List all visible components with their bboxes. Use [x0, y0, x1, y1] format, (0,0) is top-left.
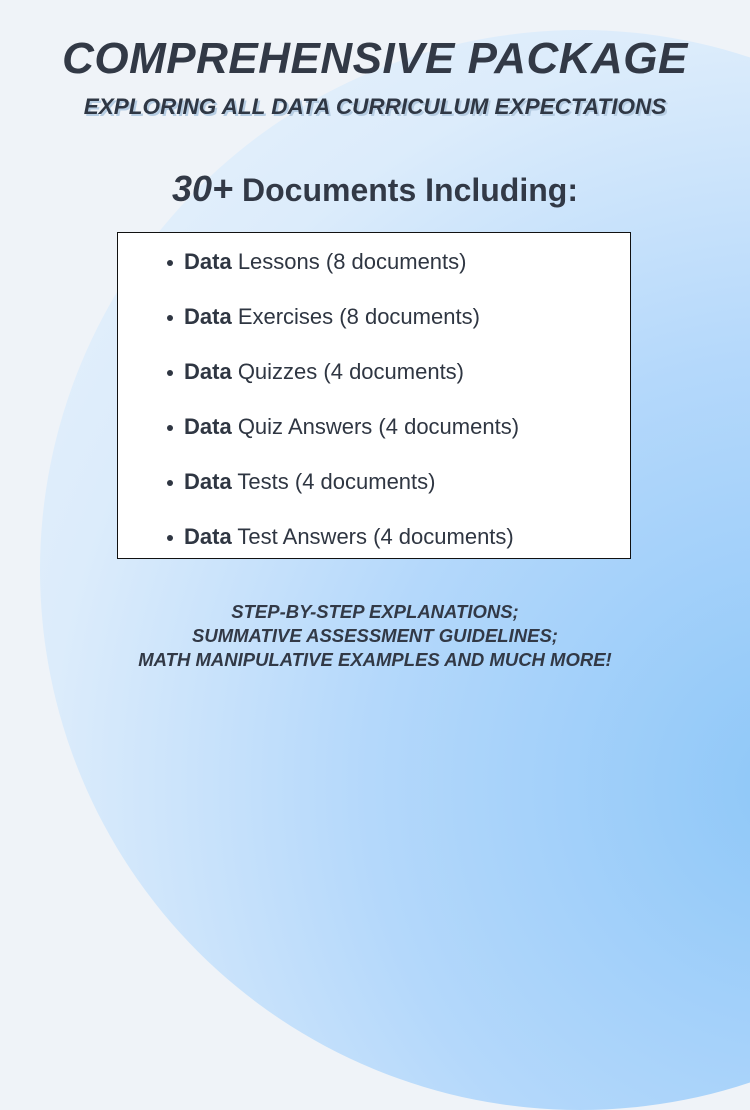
footer-line: STEP-BY-STEP EXPLANATIONS;	[231, 601, 519, 622]
list-item	[184, 304, 480, 330]
bullet-icon	[167, 535, 173, 541]
list-item	[184, 414, 519, 440]
documents-count: 30+	[172, 168, 234, 209]
bullet-icon	[167, 370, 173, 376]
list-item	[184, 524, 514, 550]
list-item-bold: Data	[184, 469, 232, 494]
list-item	[184, 249, 466, 275]
list-item-text: Quizzes (4 documents)	[237, 359, 465, 384]
list-item-bold: Data	[184, 524, 232, 549]
list-item-bold: Data	[184, 414, 232, 439]
document-list-box	[117, 232, 631, 559]
list-item-bold: Data	[184, 249, 232, 274]
bullet-icon	[167, 315, 173, 321]
footer-features	[0, 600, 750, 672]
list-item-bold: Data	[184, 304, 232, 329]
documents-heading	[0, 168, 750, 210]
list-item-bold: Data	[184, 359, 232, 384]
list-item-text: Tests (4 documents)	[237, 469, 436, 494]
footer-line: SUMMATIVE ASSESSMENT GUIDELINES;	[192, 625, 558, 646]
bullet-icon	[167, 260, 173, 266]
list-item	[184, 359, 464, 385]
footer-line: MATH MANIPULATIVE EXAMPLES AND MUCH MORE!	[138, 649, 612, 670]
bullet-icon	[167, 480, 173, 486]
list-item-text: Test Answers (4 documents)	[237, 524, 514, 549]
list-item-text: Lessons (8 documents)	[237, 249, 467, 274]
bullet-icon	[167, 425, 173, 431]
page-subtitle: EXPLORING ALL DATA CURRICULUM EXPECTATIONS	[83, 94, 667, 119]
list-item-text: Quiz Answers (4 documents)	[237, 414, 520, 439]
documents-heading-text: Documents Including:	[241, 172, 578, 208]
page-title: COMPREHENSIVE PACKAGE	[62, 34, 688, 83]
list-item-text: Exercises (8 documents)	[237, 304, 480, 329]
list-item	[184, 469, 435, 495]
